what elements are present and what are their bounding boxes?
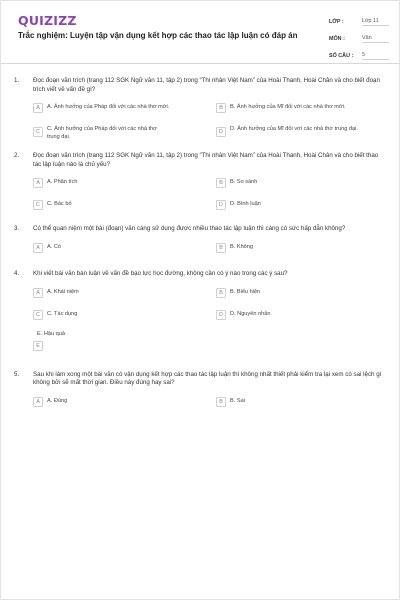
option-letter-box: A bbox=[33, 178, 43, 188]
question-5 bbox=[1, 371, 400, 418]
meta-grade bbox=[329, 13, 389, 30]
option-text: B. Biểu hiện bbox=[230, 288, 261, 295]
option-a[interactable] bbox=[33, 177, 213, 199]
meta-count-value: 5 bbox=[362, 52, 389, 60]
worksheet-meta bbox=[329, 13, 389, 64]
question-number: 3. bbox=[14, 225, 20, 233]
question-number: 5. bbox=[14, 370, 20, 378]
option-c[interactable] bbox=[33, 309, 213, 331]
meta-subject bbox=[329, 30, 389, 47]
answer-options bbox=[33, 396, 387, 418]
meta-grade-value: Lớp 11 bbox=[362, 18, 389, 26]
meta-subject-value: Văn bbox=[362, 35, 389, 43]
option-text: D. Ảnh hưởng của Mĩ đối với các nhà thơ trung đại. bbox=[230, 126, 358, 133]
worksheet-header bbox=[1, 1, 400, 63]
option-text: D. Nguyên nhân bbox=[230, 310, 271, 317]
answer-options bbox=[33, 242, 387, 264]
option-letter-box: B bbox=[216, 103, 226, 113]
option-text: A. Có bbox=[47, 243, 61, 250]
option-d[interactable] bbox=[216, 199, 396, 221]
option-letter-box: B bbox=[216, 288, 226, 298]
option-text: E. Hậu quả bbox=[37, 330, 65, 337]
option-b[interactable] bbox=[216, 396, 396, 418]
question-text: Đọc đoạn văn trích (trang 112 SGK Ngữ văn 11, tập 2) trong “Thi nhân Việt Nam” của Hoài Thanh, Hoài Chân và cho biết thao tác lập luận nào là chủ yếu? bbox=[33, 152, 379, 168]
option-text: D. Bình luận bbox=[230, 201, 261, 208]
option-letter-box: D bbox=[216, 127, 226, 137]
answer-options bbox=[33, 177, 387, 221]
answer-options bbox=[33, 102, 387, 146]
option-text: B. So sánh bbox=[230, 179, 258, 186]
option-text: A. Đúng bbox=[47, 397, 68, 404]
worksheet-title: Trắc nghiệm: Luyện tập vận dụng kết hợp các thao tác lập luận có đáp án bbox=[18, 31, 298, 40]
option-text: C. Tác dụng bbox=[47, 310, 78, 317]
header-divider bbox=[1, 63, 400, 64]
option-text: B. Sai bbox=[230, 397, 245, 404]
option-text: A. Phân tích bbox=[47, 179, 78, 186]
option-letter-box: A bbox=[33, 243, 43, 253]
answer-options bbox=[33, 287, 387, 361]
question-3 bbox=[1, 225, 400, 264]
option-b[interactable] bbox=[216, 102, 396, 124]
option-letter-box: D bbox=[216, 200, 226, 210]
question-text: Sau khi làm xong một bài văn có vận dụng kết hợp các thao tác lập luận thì không nhất thiết phải kiểm tra lại xem có sai lệch gì không bởi sẽ mất thời gian. Điều này đúng hay sai? bbox=[33, 370, 382, 387]
question-4 bbox=[1, 270, 400, 361]
option-c[interactable] bbox=[33, 199, 213, 221]
option-text: C. Bác bỏ bbox=[47, 201, 72, 208]
option-letter-box: B bbox=[216, 178, 226, 188]
option-text: A. Khái niệm bbox=[47, 288, 79, 295]
meta-count-label: SỐ CÂU : bbox=[329, 52, 354, 59]
question-list bbox=[1, 77, 400, 418]
option-letter-box: B bbox=[216, 243, 226, 253]
option-letter-box: D bbox=[216, 310, 226, 320]
option-letter-box: B bbox=[216, 397, 226, 407]
option-d[interactable] bbox=[216, 309, 396, 331]
question-text: Có thể quan niệm một bài (đoạn) văn càng sử dụng được nhiều thao tác lập luận thì càng có sức hấp dẫn không? bbox=[33, 225, 346, 233]
question-text: Đọc đoạn văn trích (trang 112 SGK Ngữ văn 11, tập 2) trong “Thi nhân Việt Nam” của Hoài Thanh, Hoài Chân và cho biết đoạn trích viết về vấn đề gì? bbox=[33, 77, 380, 93]
option-letter-box: A bbox=[33, 103, 43, 113]
option-d[interactable] bbox=[216, 124, 396, 146]
option-a[interactable] bbox=[33, 242, 213, 264]
option-b[interactable] bbox=[216, 287, 396, 309]
option-letter-box: A bbox=[33, 397, 43, 407]
option-letter-box: C bbox=[33, 310, 43, 320]
option-e[interactable] bbox=[33, 331, 213, 361]
option-text: B. Ảnh hưởng của Mĩ đối với các nhà thơ mới. bbox=[230, 104, 346, 111]
option-b[interactable] bbox=[216, 177, 396, 199]
question-number: 4. bbox=[14, 269, 20, 277]
option-text: B. Không bbox=[230, 243, 254, 250]
meta-count bbox=[329, 47, 389, 64]
option-text: A. Ảnh hưởng của Pháp đối với các nhà thơ mới. bbox=[47, 104, 170, 111]
option-a[interactable] bbox=[33, 396, 213, 418]
question-number: 2. bbox=[14, 152, 20, 160]
option-a[interactable] bbox=[33, 102, 213, 124]
option-letter-box: C bbox=[33, 200, 43, 210]
quizizz-logo: QUIZIZZ bbox=[18, 13, 77, 28]
meta-subject-label: MÔN : bbox=[329, 35, 345, 42]
option-letter-box: C bbox=[33, 127, 43, 137]
option-a[interactable] bbox=[33, 287, 213, 309]
question-number: 1. bbox=[14, 77, 20, 84]
option-c[interactable] bbox=[33, 124, 213, 146]
option-text: C. Ảnh hưởng của Pháp đối với các nhà thơ trung đại. bbox=[47, 126, 157, 140]
question-text: Khi viết bài văn bàn luận về vấn đề bạo lực học đường, không cần có ý nào trong các ý sau? bbox=[33, 269, 288, 277]
option-letter-box: E bbox=[33, 341, 43, 351]
question-2 bbox=[1, 152, 400, 221]
option-letter-box: A bbox=[33, 288, 43, 298]
option-b[interactable] bbox=[216, 242, 396, 264]
question-1 bbox=[1, 77, 400, 146]
meta-grade-label: LỚP : bbox=[329, 18, 344, 25]
